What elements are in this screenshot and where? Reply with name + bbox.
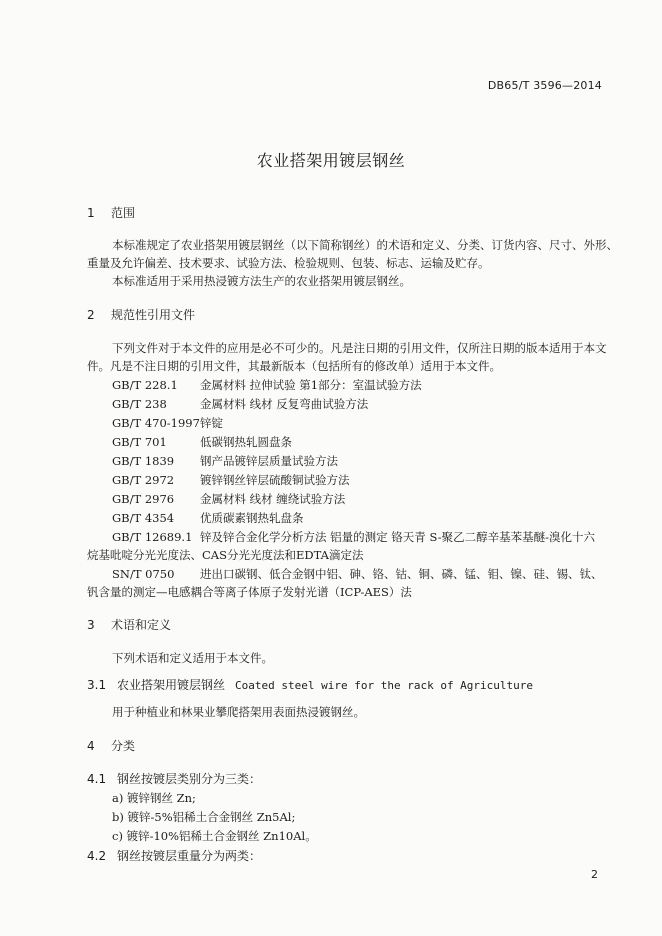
section-heading-scope	[87, 204, 135, 221]
document-number: DB65/T 3596—2014	[487, 79, 602, 92]
reference-item: GB/T 701 低碳钢热轧圆盘条	[112, 435, 292, 449]
term-english: Coated steel wire for the rack of Agriculture	[235, 679, 534, 692]
section-heading-terms	[87, 616, 171, 633]
reference-item-long-continuation: 烷基吡啶分光光度法、CAS分光光度法和EDTA滴定法	[87, 548, 364, 562]
list-item: a) 镀锌钢丝 Zn;	[112, 791, 196, 805]
page-title: 农业搭架用镀层钢丝	[256, 151, 406, 170]
reference-item: GB/T 2972 镀锌钢丝锌层硫酸铜试验方法	[112, 473, 350, 487]
references-intro-line1: 下列文件对于本文件的应用是必不可少的。凡是注日期的引用文件，仅所注日期的版本适用于本文	[112, 341, 607, 355]
term-heading: 3.1 农业搭架用镀层钢丝 Coated steel wire for the rack of Agriculture	[87, 678, 534, 692]
section-number: 4	[87, 739, 95, 753]
section-number: 3	[87, 618, 95, 632]
reference-item: GB/T 1839 钢产品镀锌层质量试验方法	[112, 454, 338, 468]
scope-paragraph-line1: 本标准规定了农业搭架用镀层钢丝（以下简称钢丝）的术语和定义、分类、订货内容、尺寸、外形、	[112, 238, 618, 252]
section-title: 规范性引用文件	[111, 308, 196, 322]
reference-item: GB/T 4354 优质碳素钢热轧盘条	[112, 511, 304, 525]
scope-paragraph-line2: 重量及允许偏差、技术要求、试验方法、检验规则、包装、标志、运输及贮存。	[87, 256, 490, 270]
references-intro-line2: 件。凡是不注日期的引用文件，其最新版本（包括所有的修改单）适用于本文件。	[87, 359, 501, 373]
reference-item: GB/T 2976 金属材料 线材 缠绕试验方法	[112, 492, 346, 506]
section-title: 范围	[111, 206, 136, 220]
reference-item: GB/T 228.1 金属材料 拉伸试验 第1部分：室温试验方法	[112, 378, 422, 392]
reference-item-long: SN/T 0750 进出口碳钢、低合金钢中铝、砷、铬、钴、铜、磷、锰、钼、镍、硅、锡、钛、	[112, 567, 603, 581]
reference-item-long: GB/T 12689.1 锌及锌合金化学分析方法 铝量的测定 铬天青 S-聚乙二醇辛基苯基醚-溴化十六	[112, 530, 596, 544]
reference-item-long-continuation: 钒含量的测定—电感耦合等离子体原子发射光谱（ICP-AES）法	[87, 585, 412, 599]
section-number: 1	[87, 206, 95, 220]
section-title: 术语和定义	[111, 618, 172, 632]
clause-4-2: 4.2 钢丝按镀层重量分为两类：	[87, 849, 262, 863]
section-heading-normative-references	[87, 306, 195, 323]
term-definition: 用于种植业和林果业攀爬搭架用表面热浸镀钢丝。	[112, 705, 365, 719]
list-item: c) 镀锌-10%铝稀土合金钢丝 Zn10Al。	[112, 829, 317, 843]
page-number: 2	[591, 868, 598, 881]
section-number: 2	[87, 308, 95, 322]
list-item: b) 镀锌-5%铝稀土合金钢丝 Zn5Al;	[112, 810, 296, 824]
reference-item: GB/T 238 金属材料 线材 反复弯曲试验方法	[112, 397, 369, 411]
clause-4-1: 4.1 钢丝按镀层类别分为三类：	[87, 772, 262, 786]
section-heading-classification	[87, 737, 135, 754]
reference-item: GB/T 470-1997锌锭	[112, 416, 223, 430]
scope-paragraph-2: 本标准适用于采用热浸镀方法生产的农业搭架用镀层钢丝。	[112, 274, 411, 288]
terms-intro: 下列术语和定义适用于本文件。	[112, 651, 273, 665]
section-title: 分类	[111, 739, 136, 753]
